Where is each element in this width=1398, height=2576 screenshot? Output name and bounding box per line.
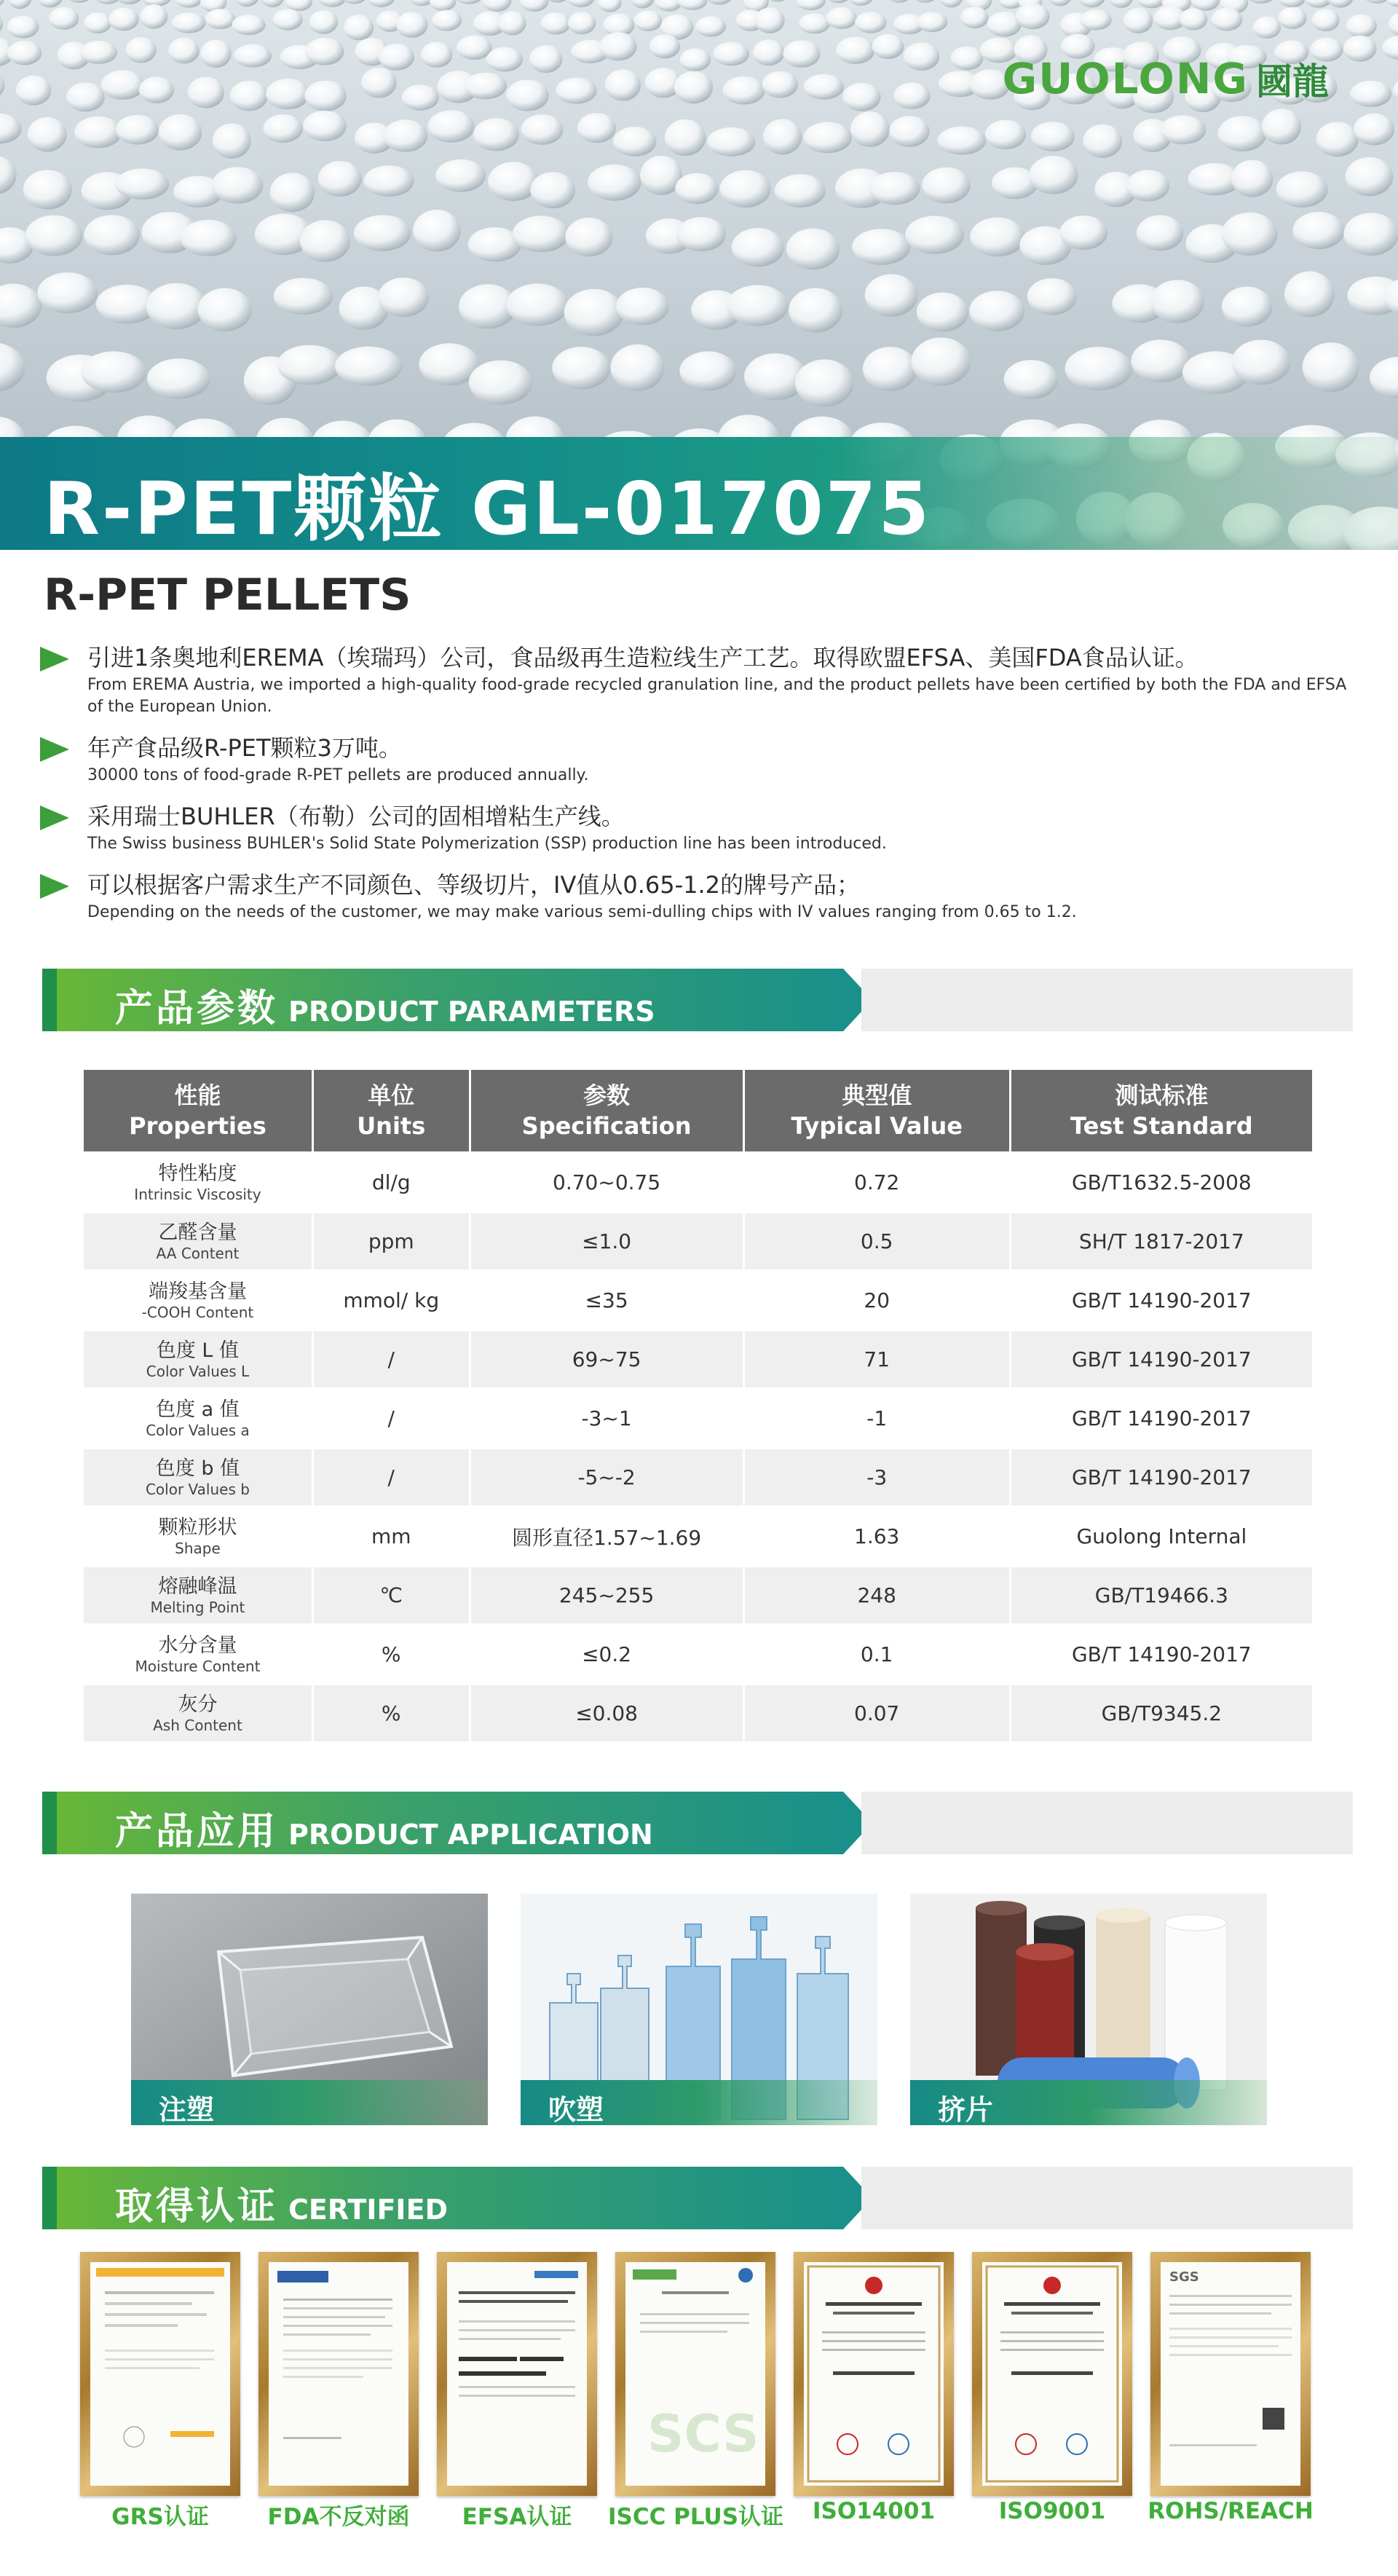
certificate-gallery [80, 2252, 1318, 2514]
table-row: 乙醛含量 AA Content ppm ≤1.0 0.5 SH/T 1817-2017 [84, 1213, 1312, 1269]
application-label: 挤片 [938, 2094, 994, 2125]
feature-en: Depending on the needs of the customer, we may make various semi-dulling chips with IV values ranging from 0.65 to 1.2. [87, 903, 1077, 921]
table-row: 颗粒形状 Shape mm 圆形直径1.57~1.69 1.63 Guolong Internal [84, 1508, 1312, 1564]
table-row: 水分含量 Moisture Content % ≤0.2 0.1 GB/T 14190-2017 [84, 1626, 1312, 1682]
section-header-certified [42, 2167, 1353, 2229]
arrow-icon [40, 647, 69, 671]
table-row: 端羧基含量 -COOH Content mmol/ kg ≤35 20 GB/T 14190-2017 [84, 1272, 1312, 1328]
col-header-properties: 性能 Properties [84, 1070, 312, 1151]
application-extrusion [910, 1894, 1267, 2125]
col-header-units: 单位 Units [314, 1070, 469, 1151]
hero-banner [0, 0, 1398, 550]
title-band [0, 437, 1398, 550]
product-title: R-PET颗粒 GL-017075 [44, 466, 931, 550]
certificate-rohs-reach [1150, 2252, 1311, 2496]
col-header-typical-value: 典型值 Typical Value [745, 1070, 1009, 1151]
certificate-iscc [615, 2252, 775, 2496]
cert-label-iso9001: ISO9001 [998, 2498, 1106, 2524]
section-title-en: PRODUCT PARAMETERS [288, 996, 655, 1028]
table-row: 熔融峰温 Melting Point ℃ 245~255 248 GB/T19466.3 [84, 1567, 1312, 1623]
feature-item [40, 731, 1351, 787]
application-label: 吹塑 [548, 2094, 604, 2125]
cert-label-iso14001: ISO14001 [812, 2498, 936, 2524]
application-label: 注塑 [159, 2094, 215, 2125]
arrow-icon [40, 737, 69, 762]
svg-text:SCS: SCS [647, 2404, 759, 2464]
feature-en: The Swiss business BUHLER's Solid State Polymerization (SSP) production line has been introduced. [87, 835, 887, 853]
section-header-parameters [42, 969, 1353, 1031]
col-header-test-standard: 测试标准 Test Standard [1011, 1070, 1312, 1151]
arrow-icon [40, 874, 69, 899]
cert-label-grs: GRS认证 [111, 2504, 209, 2530]
section-title-cn: 产品应用 [115, 1810, 279, 1854]
table-row: 灰分 Ash Content % ≤0.08 0.07 GB/T9345.2 [84, 1685, 1312, 1741]
section-title-en: CERTIFIED [288, 2194, 449, 2226]
certificate-grs [80, 2252, 240, 2496]
table-row: 色度 b 值 Color Values b / -5~-2 -3 GB/T 14190-2017 [84, 1449, 1312, 1505]
certificate-iso9001 [972, 2252, 1132, 2496]
application-gallery [131, 1894, 1267, 2127]
table-row: 特性粘度 Intrinsic Viscosity dl/g 0.70~0.75 0.72 GB/T1632.5-2008 [84, 1154, 1312, 1210]
feature-cn: 年产食品级R-PET颗粒3万吨。 [87, 734, 402, 762]
arrow-icon [40, 806, 69, 830]
feature-item [40, 641, 1351, 718]
application-injection [131, 1894, 488, 2125]
section-header-application [42, 1792, 1353, 1854]
certificate-iso14001 [794, 2252, 954, 2496]
logo-word: GUOLONG [1002, 54, 1249, 103]
section-title-cn: 产品参数 [115, 987, 279, 1031]
product-subtitle: R-PET PELLETS [44, 570, 411, 621]
application-blow [521, 1894, 877, 2125]
table-row: 色度 L 值 Color Values L / 69~75 71 GB/T 14190-2017 [84, 1331, 1312, 1387]
parameters-table [82, 1067, 1314, 1744]
certificate-fda [258, 2252, 419, 2496]
logo-cn: 國龍 [1256, 60, 1329, 103]
cert-label-iscc: ISCC PLUS认证 [608, 2504, 784, 2530]
certificate-efsa [437, 2252, 597, 2496]
feature-en: 30000 tons of food-grade R-PET pellets are produced annually. [87, 766, 589, 784]
feature-en: From EREMA Austria, we imported a high-quality food-grade recycled granulation line, and the product pellets have been certified by both the FDA and EFSA of the European Union. [87, 676, 1347, 716]
feature-cn: 引进1条奥地利EREMA（埃瑞玛）公司，食品级再生造粒线生产工艺。取得欧盟EFSA、美国FDA食品认证。 [87, 644, 1198, 671]
cert-label-efsa: EFSA认证 [462, 2504, 572, 2530]
feature-cn: 可以根据客户需求生产不同颜色、等级切片，IV值从0.65-1.2的牌号产品； [87, 871, 861, 899]
feature-item [40, 868, 1351, 923]
section-title-en: PRODUCT APPLICATION [288, 1819, 653, 1851]
table-row: 色度 a 值 Color Values a / -3~1 -1 GB/T 14190-2017 [84, 1390, 1312, 1446]
col-header-specification: 参数 Specification [471, 1070, 743, 1151]
svg-text:SGS: SGS [1169, 2269, 1199, 2285]
feature-cn: 采用瑞士BUHLER（布勒）公司的固相增粘生产线。 [87, 803, 625, 830]
feature-item [40, 800, 1351, 855]
section-title-cn: 取得认证 [115, 2185, 279, 2229]
cert-label-rohs-reach: ROHS/REACH [1148, 2498, 1314, 2524]
brand-logo [1003, 52, 1329, 105]
feature-list [40, 641, 1351, 937]
cert-label-fda: FDA不反对函 [267, 2504, 410, 2530]
